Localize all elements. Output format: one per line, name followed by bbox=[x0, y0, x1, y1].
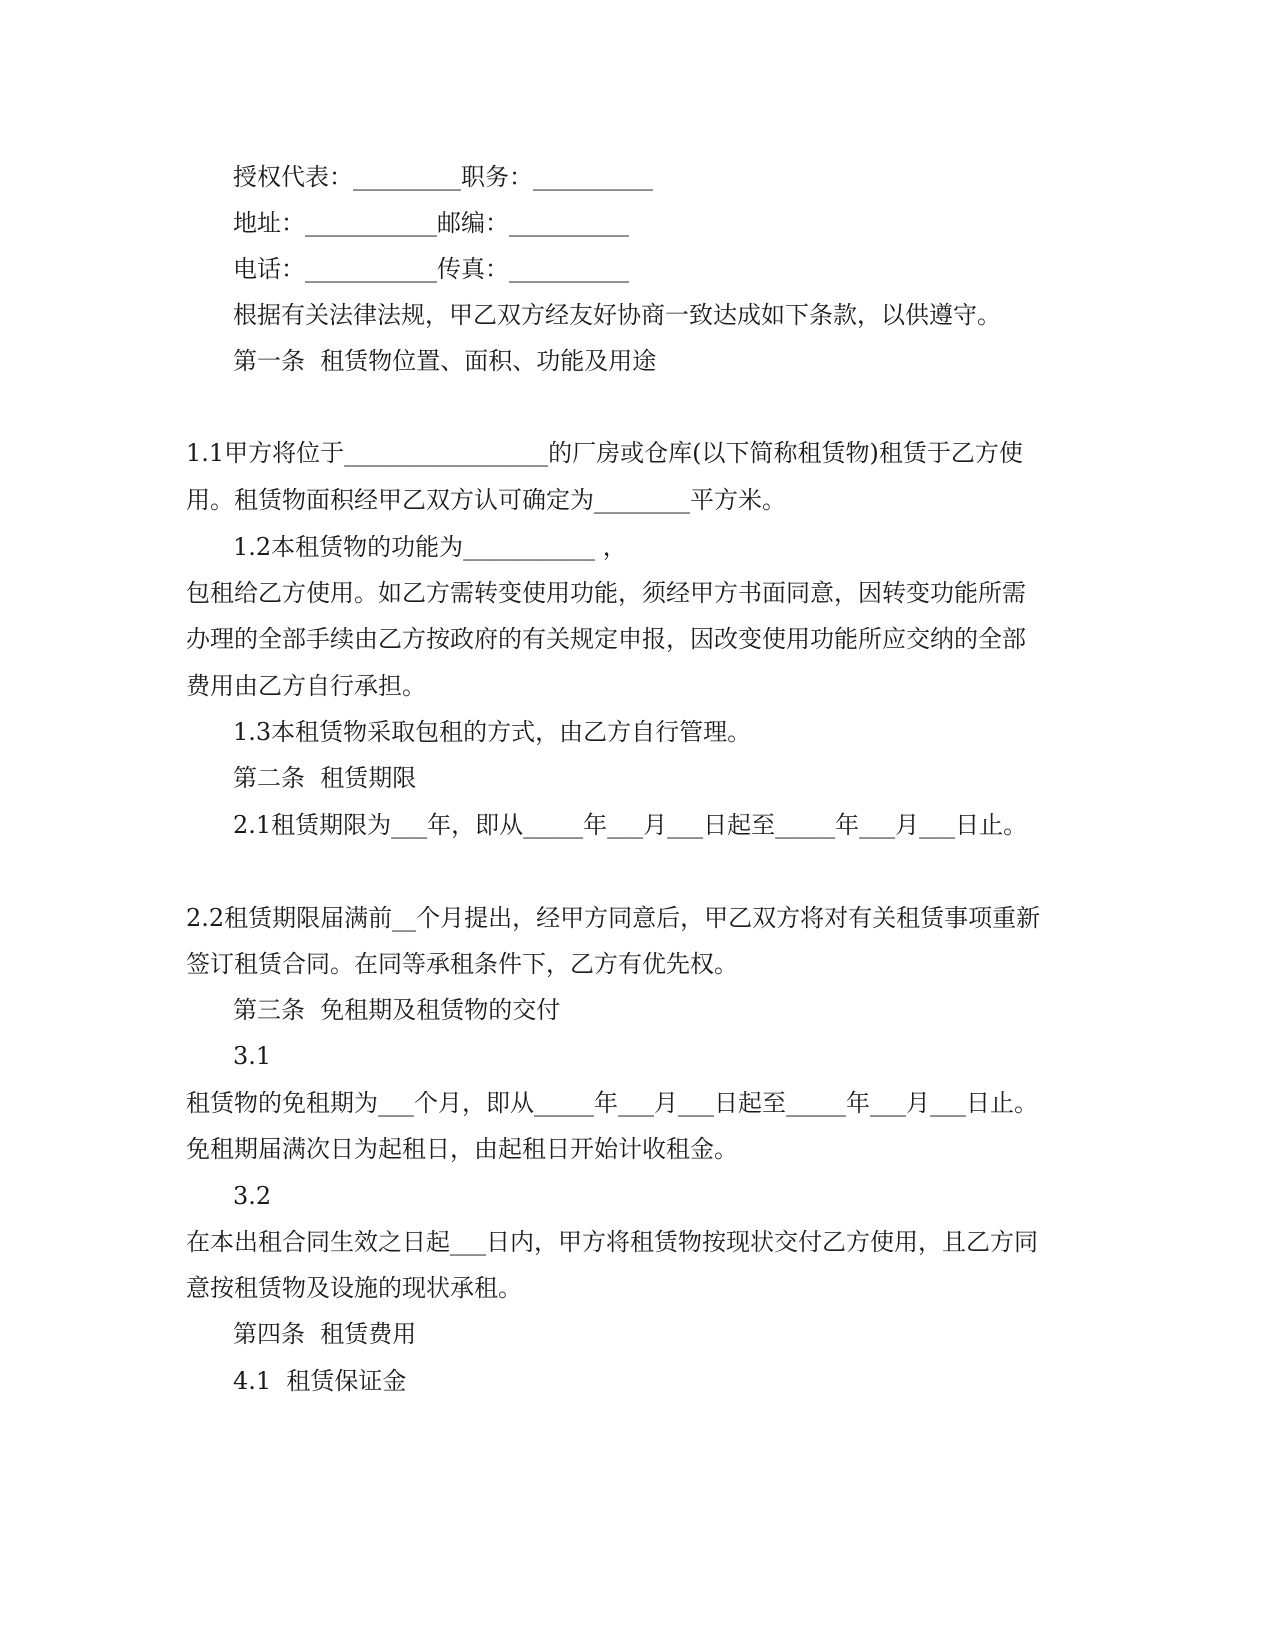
text-line: 2.2租赁期限届满前__个月提出，经甲方同意后，甲乙双方将对有关租赁事项重新 bbox=[186, 904, 1041, 932]
text-line: 免租期届满次日为起租日，由起租日开始计收租金。 bbox=[186, 1135, 738, 1163]
text-line: 3.1 bbox=[233, 1042, 272, 1070]
text-line: 根据有关法律法规，甲乙双方经友好协商一致达成如下条款，以供遵守。 bbox=[233, 301, 1001, 329]
text-line: 电话：___________传真：__________ bbox=[233, 255, 629, 283]
section-heading: 第四条 租赁费用 bbox=[233, 1320, 417, 1348]
text-line: 签订租赁合同。在同等承租条件下，乙方有优先权。 bbox=[186, 950, 738, 978]
text-line: 地址：___________邮编：__________ bbox=[233, 209, 629, 237]
text-line: 4.1 租赁保证金 bbox=[233, 1367, 407, 1395]
section-heading: 第一条 租赁物位置、面积、功能及用途 bbox=[233, 347, 657, 375]
text-line: 2.1租赁期限为___年，即从_____年___月___日起至_____年___月___日止。 bbox=[233, 811, 1028, 839]
text-line: 租赁物的免租期为___个月，即从_____年___月___日起至_____年___月___日止。 bbox=[186, 1089, 1038, 1117]
text-line: 1.1甲方将位于_________________的厂房或仓库(以下简称租赁物)租赁于乙方使 bbox=[186, 439, 1023, 467]
text-line: 费用由乙方自行承担。 bbox=[186, 672, 426, 700]
text-line: 1.2本租赁物的功能为___________ ， bbox=[233, 533, 627, 561]
text-line: 3.2 bbox=[233, 1182, 272, 1210]
text-line: 在本出租合同生效之日起___日内，甲方将租赁物按现状交付乙方使用，且乙方同 bbox=[186, 1228, 1038, 1256]
text-line: 授权代表：_________职务：__________ bbox=[233, 163, 653, 191]
text-line: 办理的全部手续由乙方按政府的有关规定申报，因改变使用功能所应交纳的全部 bbox=[186, 625, 1026, 653]
text-line: 1.3本租赁物采取包租的方式，由乙方自行管理。 bbox=[233, 718, 752, 746]
text-line: 意按租赁物及设施的现状承租。 bbox=[186, 1274, 522, 1302]
text-line: 用。租赁物面积经甲乙双方认可确定为________平方米。 bbox=[186, 486, 786, 514]
text-line: 包租给乙方使用。如乙方需转变使用功能，须经甲方书面同意，因转变功能所需 bbox=[186, 579, 1026, 607]
section-heading: 第三条 免租期及租赁物的交付 bbox=[233, 996, 561, 1024]
section-heading: 第二条 租赁期限 bbox=[233, 764, 417, 792]
